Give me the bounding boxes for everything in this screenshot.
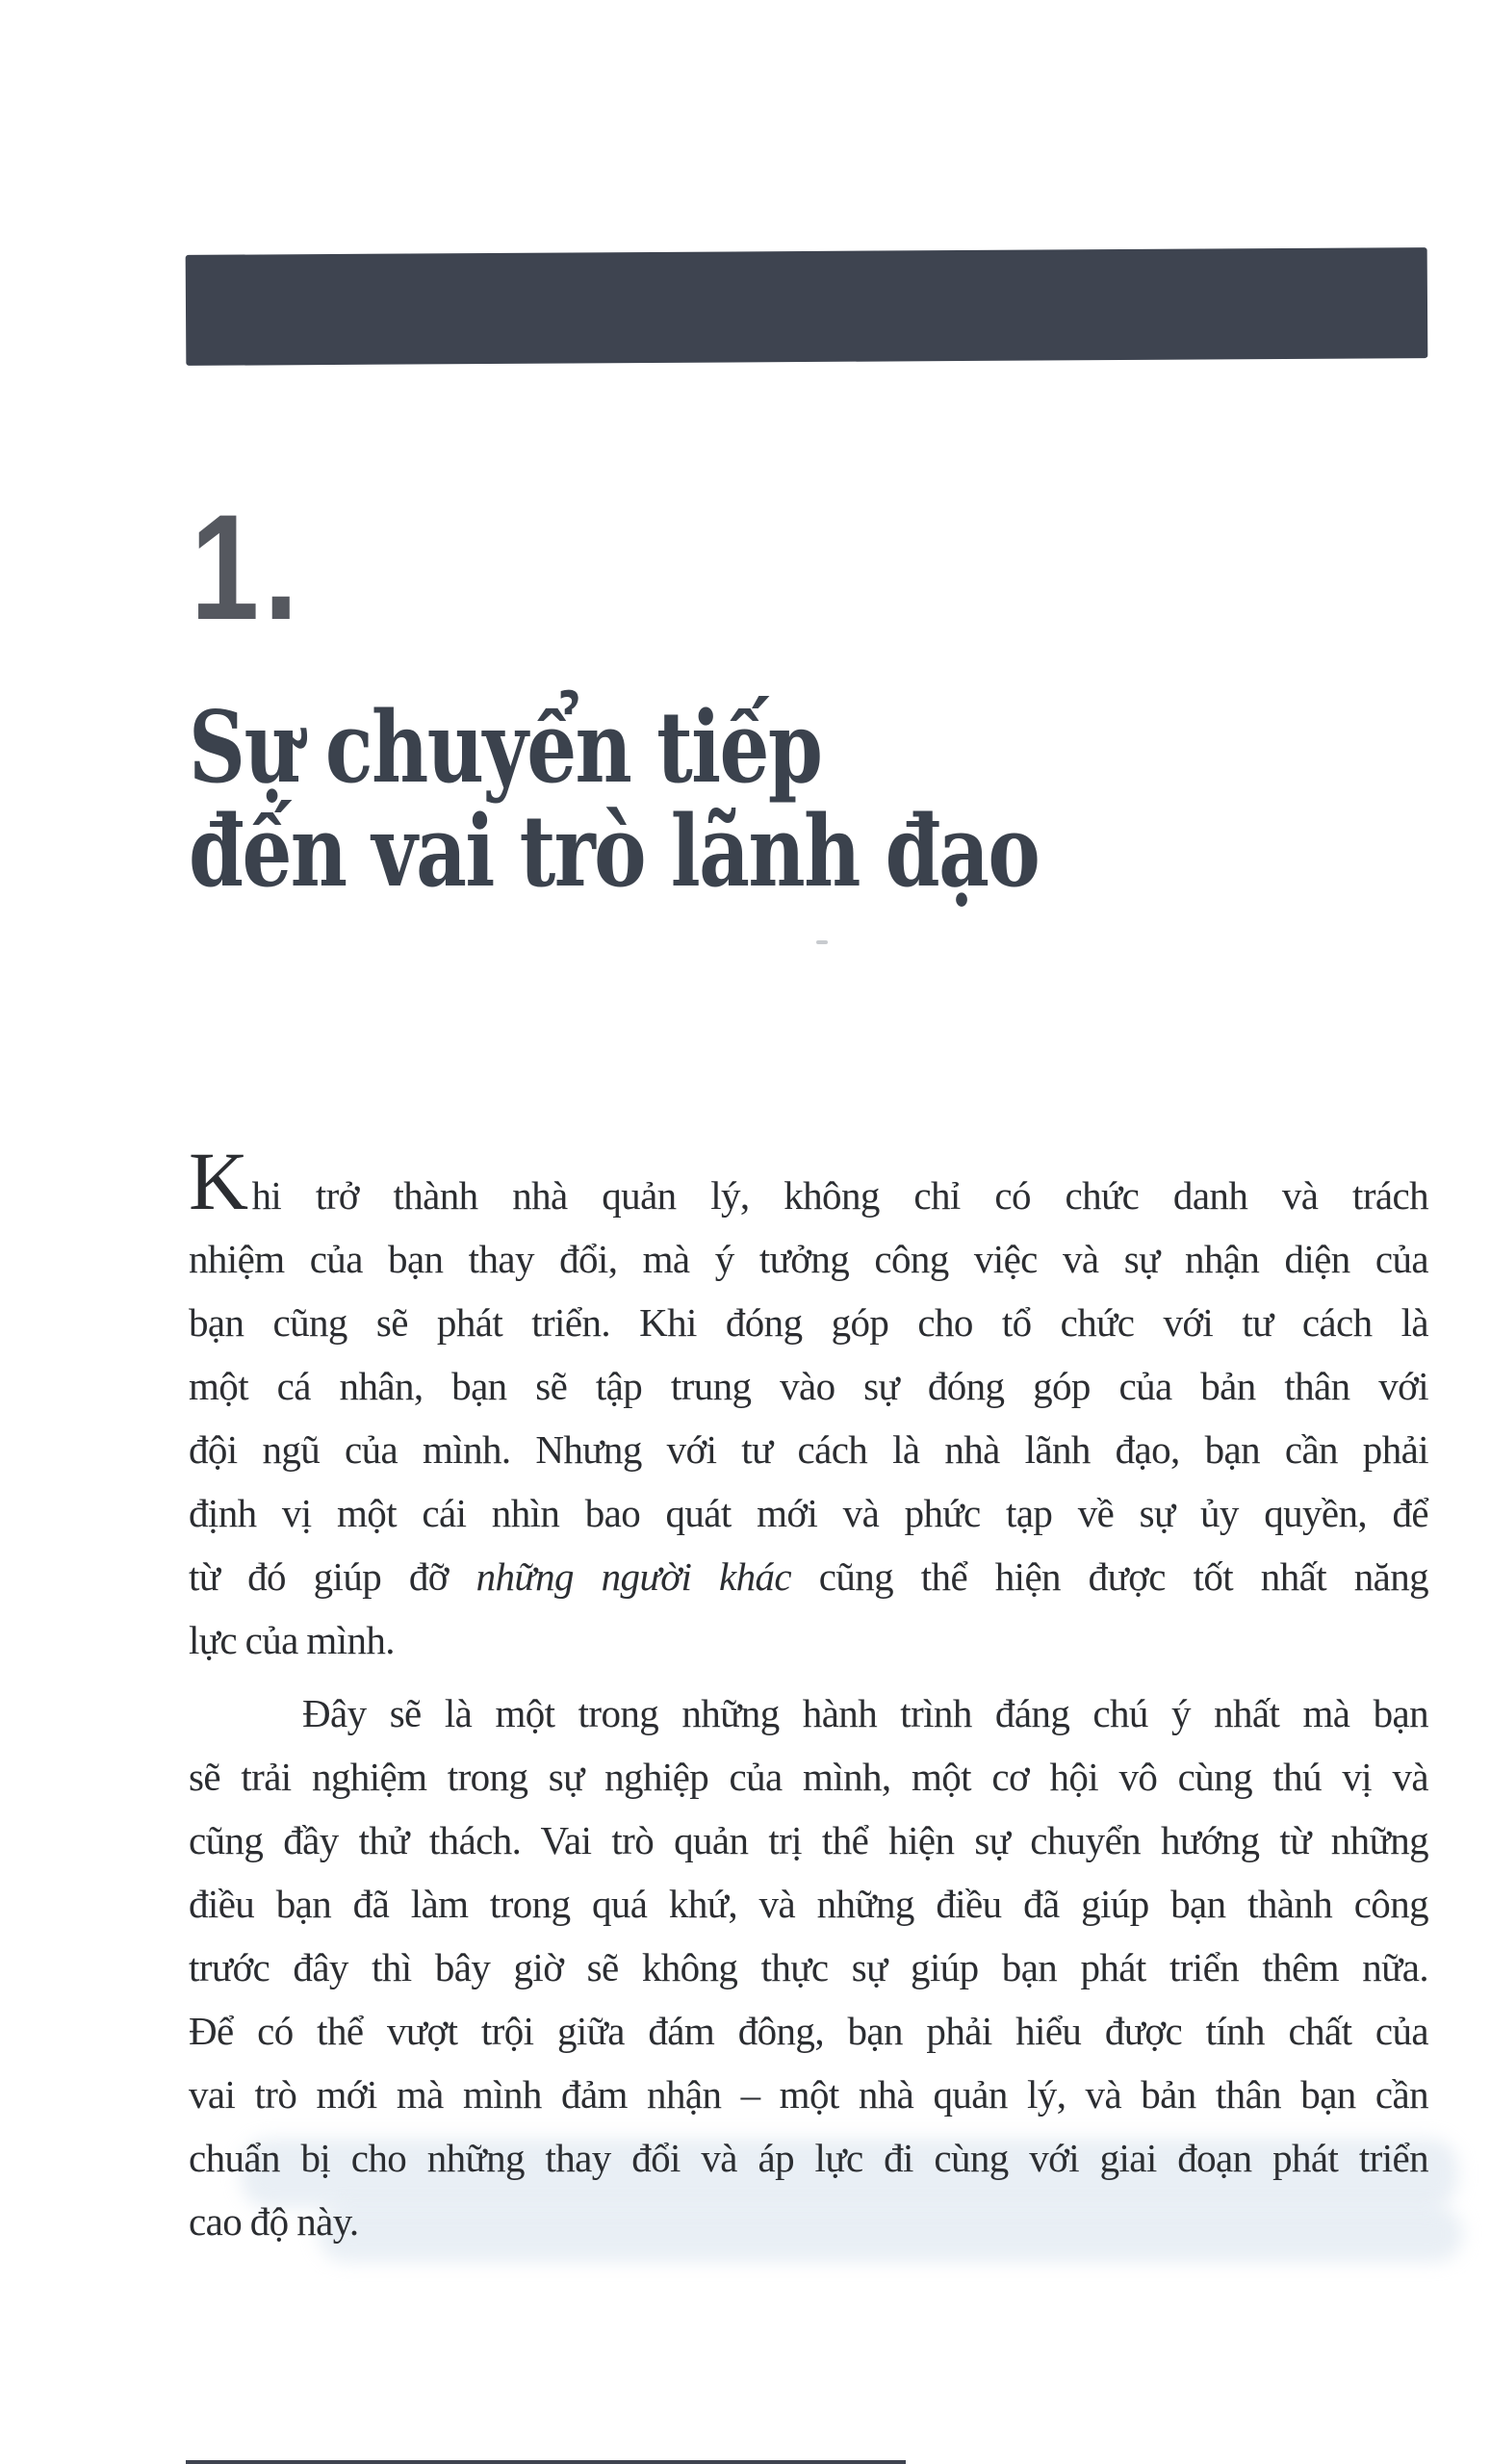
text-segment: vai trò mới mà mình đảm nhận – một nhà quản lý, và bản thân bạn cần [189,2072,1428,2117]
text-line [189,2190,1428,2253]
text-segment: cao độ này. [189,2199,359,2244]
text-line [189,1291,1428,1354]
chapter-title-line-1: Sự chuyển tiếp [189,690,822,806]
text-segment: Để có thể vượt trội giữa đám đông, bạn phải hiểu được tính chất của [189,2009,1428,2053]
text-line [189,1745,1428,1809]
text-segment: trước đây thì bây giờ sẽ không thực sự giúp bạn phát triển thêm nữa. [189,1945,1428,1989]
paragraph [189,1681,1428,2253]
drop-cap: K [189,1135,248,1227]
text-line [189,1872,1428,1936]
text-segment: điều bạn đã làm trong quá khứ, và những điều đã giúp bạn thành công [189,1882,1428,1926]
body-text [189,1135,1428,2253]
text-line [189,2126,1428,2190]
text-segment: từ đó giúp đỡ [189,1554,476,1599]
scan-speck [816,940,828,944]
text-segment: nhiệm của bạn thay đổi, mà ý tưởng công việc và sự nhận diện của [189,1237,1428,1281]
text-line [189,1135,1428,1227]
text-line [189,1545,1428,1608]
page-bottom-mark [186,2460,906,2464]
text-line [189,1681,1428,1745]
text-segment: chuẩn bị cho những thay đổi và áp lực đi cùng với giai đoạn phát triển [189,2136,1428,2180]
text-segment: sẽ trải nghiệm trong sự nghiệp của mình, một cơ hội vô cùng thú vị và [189,1755,1428,1799]
text-line [189,1936,1428,1999]
chapter-title-line-2: đến vai trò lãnh đạo [189,794,1040,910]
text-line [189,1354,1428,1418]
text-segment: bạn cũng sẽ phát triển. Khi đóng góp cho tổ chức với tư cách là [189,1300,1428,1345]
paragraph [189,1135,1428,1672]
text-segment: một cá nhân, bạn sẽ tập trung vào sự đóng góp của bản thân với [189,1364,1428,1408]
text-segment: cũng thể hiện được tốt nhất năng [791,1554,1428,1599]
text-line [189,1227,1428,1291]
italic-text-segment: những người khác [475,1554,792,1599]
text-segment: hi trở thành nhà quản lý, không chỉ có chức danh và trách [251,1173,1428,1218]
text-segment: Đây sẽ là một trong những hành trình đáng chú ý nhất mà bạn [302,1691,1428,1735]
chapter-header-bar [186,247,1428,366]
text-line [189,1809,1428,1872]
text-segment: định vị một cái nhìn bao quát mới và phức tạp về sự ủy quyền, để [189,1491,1428,1535]
text-line [189,1481,1428,1545]
text-segment: cũng đầy thử thách. Vai trò quản trị thể hiện sự chuyển hướng từ những [189,1818,1428,1862]
chapter-title [189,690,1040,910]
text-line [189,1418,1428,1481]
chapter-number: 1. [191,484,303,652]
text-line [189,2063,1428,2126]
text-segment: lực của mình. [189,1618,395,1662]
text-line [189,1999,1428,2063]
text-line [189,1608,1428,1672]
text-segment: đội ngũ của mình. Nhưng với tư cách là nhà lãnh đạo, bạn cần phải [189,1427,1428,1472]
